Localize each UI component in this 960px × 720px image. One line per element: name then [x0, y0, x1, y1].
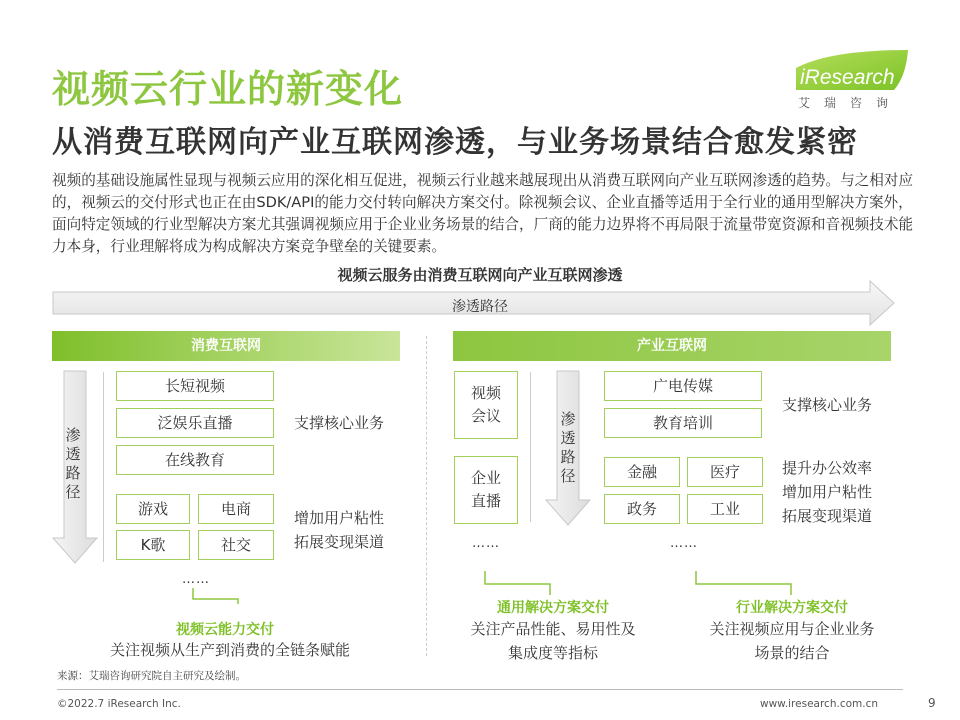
core-business-note: 支撑核心业务 — [294, 414, 385, 432]
scenario-box: 泛娱乐直播 — [116, 408, 274, 438]
industry-box: 工业 — [687, 494, 763, 524]
intro-paragraph: 视频的基础设施属性显现与视频云应用的深化相互促进，视频云行业越来越展现出从消费互联网向产业互联网渗透的趋势。与之相对应的，视频云的交付形式也正在由SDK/API的能力交付转向解决方案交付。除视频会议、企业直播等适用于全行业的通用型解决方案外，面向特定领域的行业型解决方案尤其强调视频应用于企业业务场景的结合，厂商的能力边界将不再局限于流量带宽资源和音视频技术能力本身，行业理解将成为构成解决方案竞争壁垒的关键要素。 — [52, 172, 914, 255]
industry-delivery-desc: 关注视频应用与企业业务 — [709, 620, 875, 638]
general-solution-text: 企业 — [470, 469, 501, 487]
general-solution-box — [454, 456, 518, 524]
footer-divider — [57, 689, 903, 690]
more-ellipsis: …… — [182, 572, 210, 587]
capability-delivery-label: 视频云能力交付 — [176, 622, 274, 638]
industry-box: 金融 — [604, 457, 680, 487]
diagram-title: 视频云服务由消费互联网向产业互联网渗透 — [337, 266, 623, 284]
industry-box: 政务 — [604, 494, 680, 524]
more-ellipsis: …… — [670, 536, 698, 551]
website-link[interactable]: www.iresearch.com.cn — [760, 698, 879, 710]
svg-text:iResearch: iResearch — [800, 66, 895, 89]
scenario-box: 游戏 — [116, 494, 190, 524]
source-note: 来源：艾瑞咨询研究院自主研究及绘制。 — [57, 670, 246, 682]
general-delivery-label: 通用解决方案交付 — [497, 600, 609, 616]
right-vertical-label: 渗 透 路 径 — [560, 410, 576, 485]
more-ellipsis: …… — [472, 536, 500, 551]
scenario-box: 社交 — [198, 530, 274, 560]
industry-box: 医疗 — [687, 457, 763, 487]
left-guide-line — [103, 372, 104, 562]
page-subtitle: 从消费互联网向产业互联网渗透，与业务场景结合愈发紧密 — [52, 125, 858, 160]
general-solution-text: 视频 — [470, 384, 501, 402]
general-solution-text: 直播 — [470, 492, 501, 510]
scenario-box: 在线教育 — [116, 445, 274, 475]
consumer-internet-header: 消费互联网 — [52, 331, 400, 361]
industry-delivery-label: 行业解决方案交付 — [736, 600, 848, 616]
left-bracket — [192, 587, 240, 605]
scenario-box: 长短视频 — [116, 371, 274, 401]
general-delivery-desc: 关注产品性能、易用性及 — [470, 620, 636, 638]
left-vertical-label: 渗 透 路 径 — [65, 426, 81, 501]
scenario-box: K歌 — [116, 530, 190, 560]
page-title: 视频云行业的新变化 — [52, 67, 404, 111]
general-delivery-desc: 集成度等指标 — [507, 644, 598, 662]
grid-note: 增加用户粘性 — [294, 509, 385, 527]
industry-box: 广电传媒 — [604, 371, 762, 401]
section-divider — [426, 336, 427, 656]
copyright: ©2022.7 iResearch Inc. — [57, 698, 181, 710]
industry-delivery-desc: 场景的结合 — [754, 644, 830, 662]
industrial-internet-header: 产业互联网 — [453, 331, 891, 361]
path-label: 渗透路径 — [452, 299, 508, 315]
scenario-box: 电商 — [198, 494, 274, 524]
general-bracket — [484, 570, 554, 596]
capability-delivery-desc: 关注视频从生产到消费的全链条赋能 — [109, 641, 350, 659]
grid-note: 拓展变现渠道 — [294, 533, 385, 551]
industry-box: 教育培训 — [604, 408, 762, 438]
general-solution-text: 会议 — [470, 407, 501, 425]
grid-note: 拓展变现渠道 — [782, 507, 873, 525]
industry-bracket — [695, 570, 795, 596]
core-business-note: 支撑核心业务 — [782, 396, 873, 414]
general-solution-box — [454, 371, 518, 439]
page-number: 9 — [928, 696, 936, 710]
brand-cn-label: 艾瑞咨询 — [798, 96, 903, 110]
grid-note: 增加用户粘性 — [782, 483, 873, 501]
grid-note: 提升办公效率 — [782, 459, 873, 477]
right-guide-line — [530, 372, 531, 522]
